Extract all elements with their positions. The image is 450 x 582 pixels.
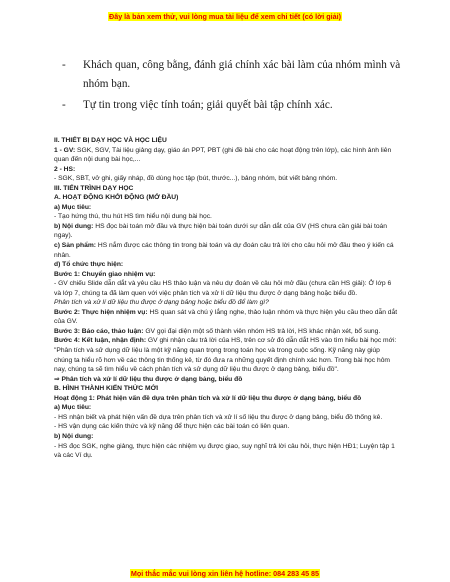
text: HS nắm được các thông tin trong bài toán và dự đoán câu trả lời cho câu hỏi mở đầu theo ý kiến cá nhân. xyxy=(54,242,394,259)
hotline-text: Mọi thắc mắc vui lòng xin liên hệ hotline: 084 283 45 85 xyxy=(130,569,320,578)
paragraph xyxy=(54,222,399,241)
dash-bullet: - xyxy=(62,59,66,71)
objective-text-line1: Khách quan, công bằng, đánh giá chính xác bài làm của nhóm mình và xyxy=(83,59,401,71)
paragraph: - HS đọc SGK, nghe giảng, thực hiện các nhiệm vụ được giao, suy nghĩ trả lời câu hỏi, thực hiện HĐ1; Luyện tập 1 và các Ví dụ. xyxy=(54,442,395,460)
paragraph: - GV chiếu Slide dẫn dắt và yêu cầu HS thảo luận và nêu dự đoán về câu hỏi mở đầu (chưa cần HS giải): Ở lớp 6 và lớp 7, chúng ta đã làm quen với việc phân tích và xử lí dữ liệu thu được ở dạng bảng hoặc biểu đồ. xyxy=(54,280,392,297)
paragraph: - Tạo hứng thú, thu hút HS tìm hiểu nội dung bài học. xyxy=(54,213,212,221)
subsection-heading: B. HÌNH THÀNH KIẾN THỨC MỚI xyxy=(54,385,159,393)
text: SGK, SGV, Tài liệu giảng dạy, giáo án PPT, PBT (ghi đề bài cho các hoạt động trên lớp), các hình ảnh liên quan đến nội dung bài học,... xyxy=(54,146,392,164)
objective-text: Tự tin trong việc tính toán; giải quyết bài tập chính xác. xyxy=(83,99,333,111)
label: b) Nội dung: xyxy=(54,222,94,230)
paragraph xyxy=(54,241,399,260)
text: HS đọc bài toán mở đầu và thực hiện bài toán dưới sự dẫn dắt của GV (HS chưa cần giải bài toán ngay). xyxy=(54,222,387,240)
paragraph: - SGK, SBT, vở ghi, giấy nháp, đồ dùng học tập (bút, thước...), bảng nhóm, bút viết bảng nhóm. xyxy=(54,175,338,183)
label: a) Mục tiêu: xyxy=(54,203,92,211)
preview-notice-text: Đây là bản xem thử, vui lòng mua tài liệu để xem chi tiết (có lời giải) xyxy=(109,12,341,21)
objectives-list xyxy=(62,56,407,117)
paragraph xyxy=(54,146,399,165)
label: a) Mục tiêu: xyxy=(54,404,92,412)
label: 1 - GV: xyxy=(54,146,76,154)
label: b) Nội dung: xyxy=(54,432,94,440)
section-heading: II. THIẾT BỊ DẠY HỌC VÀ HỌC LIỆU xyxy=(54,137,167,144)
section-heading: III. TIẾN TRÌNH DẠY HỌC xyxy=(54,184,134,192)
objective-text-line2: nhóm bạn. xyxy=(83,78,131,90)
paragraph xyxy=(54,336,399,374)
hotline-banner xyxy=(0,563,450,581)
step-label: Bước 4: Kết luận, nhận định: xyxy=(54,337,147,345)
step-label: Bước 3: Báo cáo, thảo luận: xyxy=(54,327,144,335)
subsection-heading: A. HOẠT ĐỘNG KHỞI ĐỘNG (MỞ ĐẦU) xyxy=(54,194,179,202)
text: GV ghi nhận câu trả lời của HS, trên cơ sở đó dẫn dắt HS vào tìm hiểu bài học mới: "Phân tích và sử dụng dữ liệu là một kỹ năng quan trọng trong toán học và trong cuộc sống. Kỹ năng này giúp chúng ta hiểu rõ hơn về các thông tin thống kê, từ đó đưa ra những quyết định chính xác hơn. Trong bài học hôm nay, chúng ta sẽ tìm hiểu về cách phân tích và sử dụng dữ liệu thu được ở dạng bảng, biểu đồ". xyxy=(54,337,397,374)
dash-bullet: - xyxy=(62,99,66,111)
activity-heading: Hoạt động 1: Phát hiện vấn đề dựa trên phân tích và xử lí dữ liệu thu được ở dạng bảng, biểu đồ xyxy=(54,394,362,402)
objective-item xyxy=(62,56,407,94)
paragraph xyxy=(54,308,399,327)
italic-question: Phân tích và xử lí dữ liệu thu được ở dạng bảng hoặc biểu đồ để làm gì? xyxy=(54,299,269,307)
document-body xyxy=(54,136,399,461)
label: c) Sản phẩm: xyxy=(54,242,96,250)
text: HS quan sát và chú ý lắng nghe, thảo luận nhóm và thực hiện yêu cầu theo dẫn dắt của GV. xyxy=(54,308,398,326)
label: d) Tổ chức thực hiện: xyxy=(54,261,124,269)
text: GV gọi đại diện một số thành viên nhóm HS trả lời, HS khác nhận xét, bổ sung. xyxy=(143,327,381,335)
step-heading: Bước 1: Chuyển giao nhiệm vụ: xyxy=(54,270,156,278)
label: 2 - HS: xyxy=(54,165,76,173)
paragraph: - HS vận dụng các kiến thức và kỹ năng để thực hiện các bài toán có liên quan. xyxy=(54,423,290,431)
preview-notice-banner xyxy=(0,6,450,24)
conclusion-arrow: ⇒ Phân tích và xử lí dữ liệu thu được ở dạng bảng, biểu đồ xyxy=(54,375,243,383)
paragraph: - HS nhận biết và phát hiện vấn đề dựa trên phân tích và xử lí số liệu thu được ở dạng bảng, biểu đồ thống kê. xyxy=(54,413,383,421)
objective-item xyxy=(62,96,407,115)
step-label: Bước 2: Thực hiện nhiệm vụ: xyxy=(54,308,148,316)
paragraph xyxy=(54,327,399,337)
